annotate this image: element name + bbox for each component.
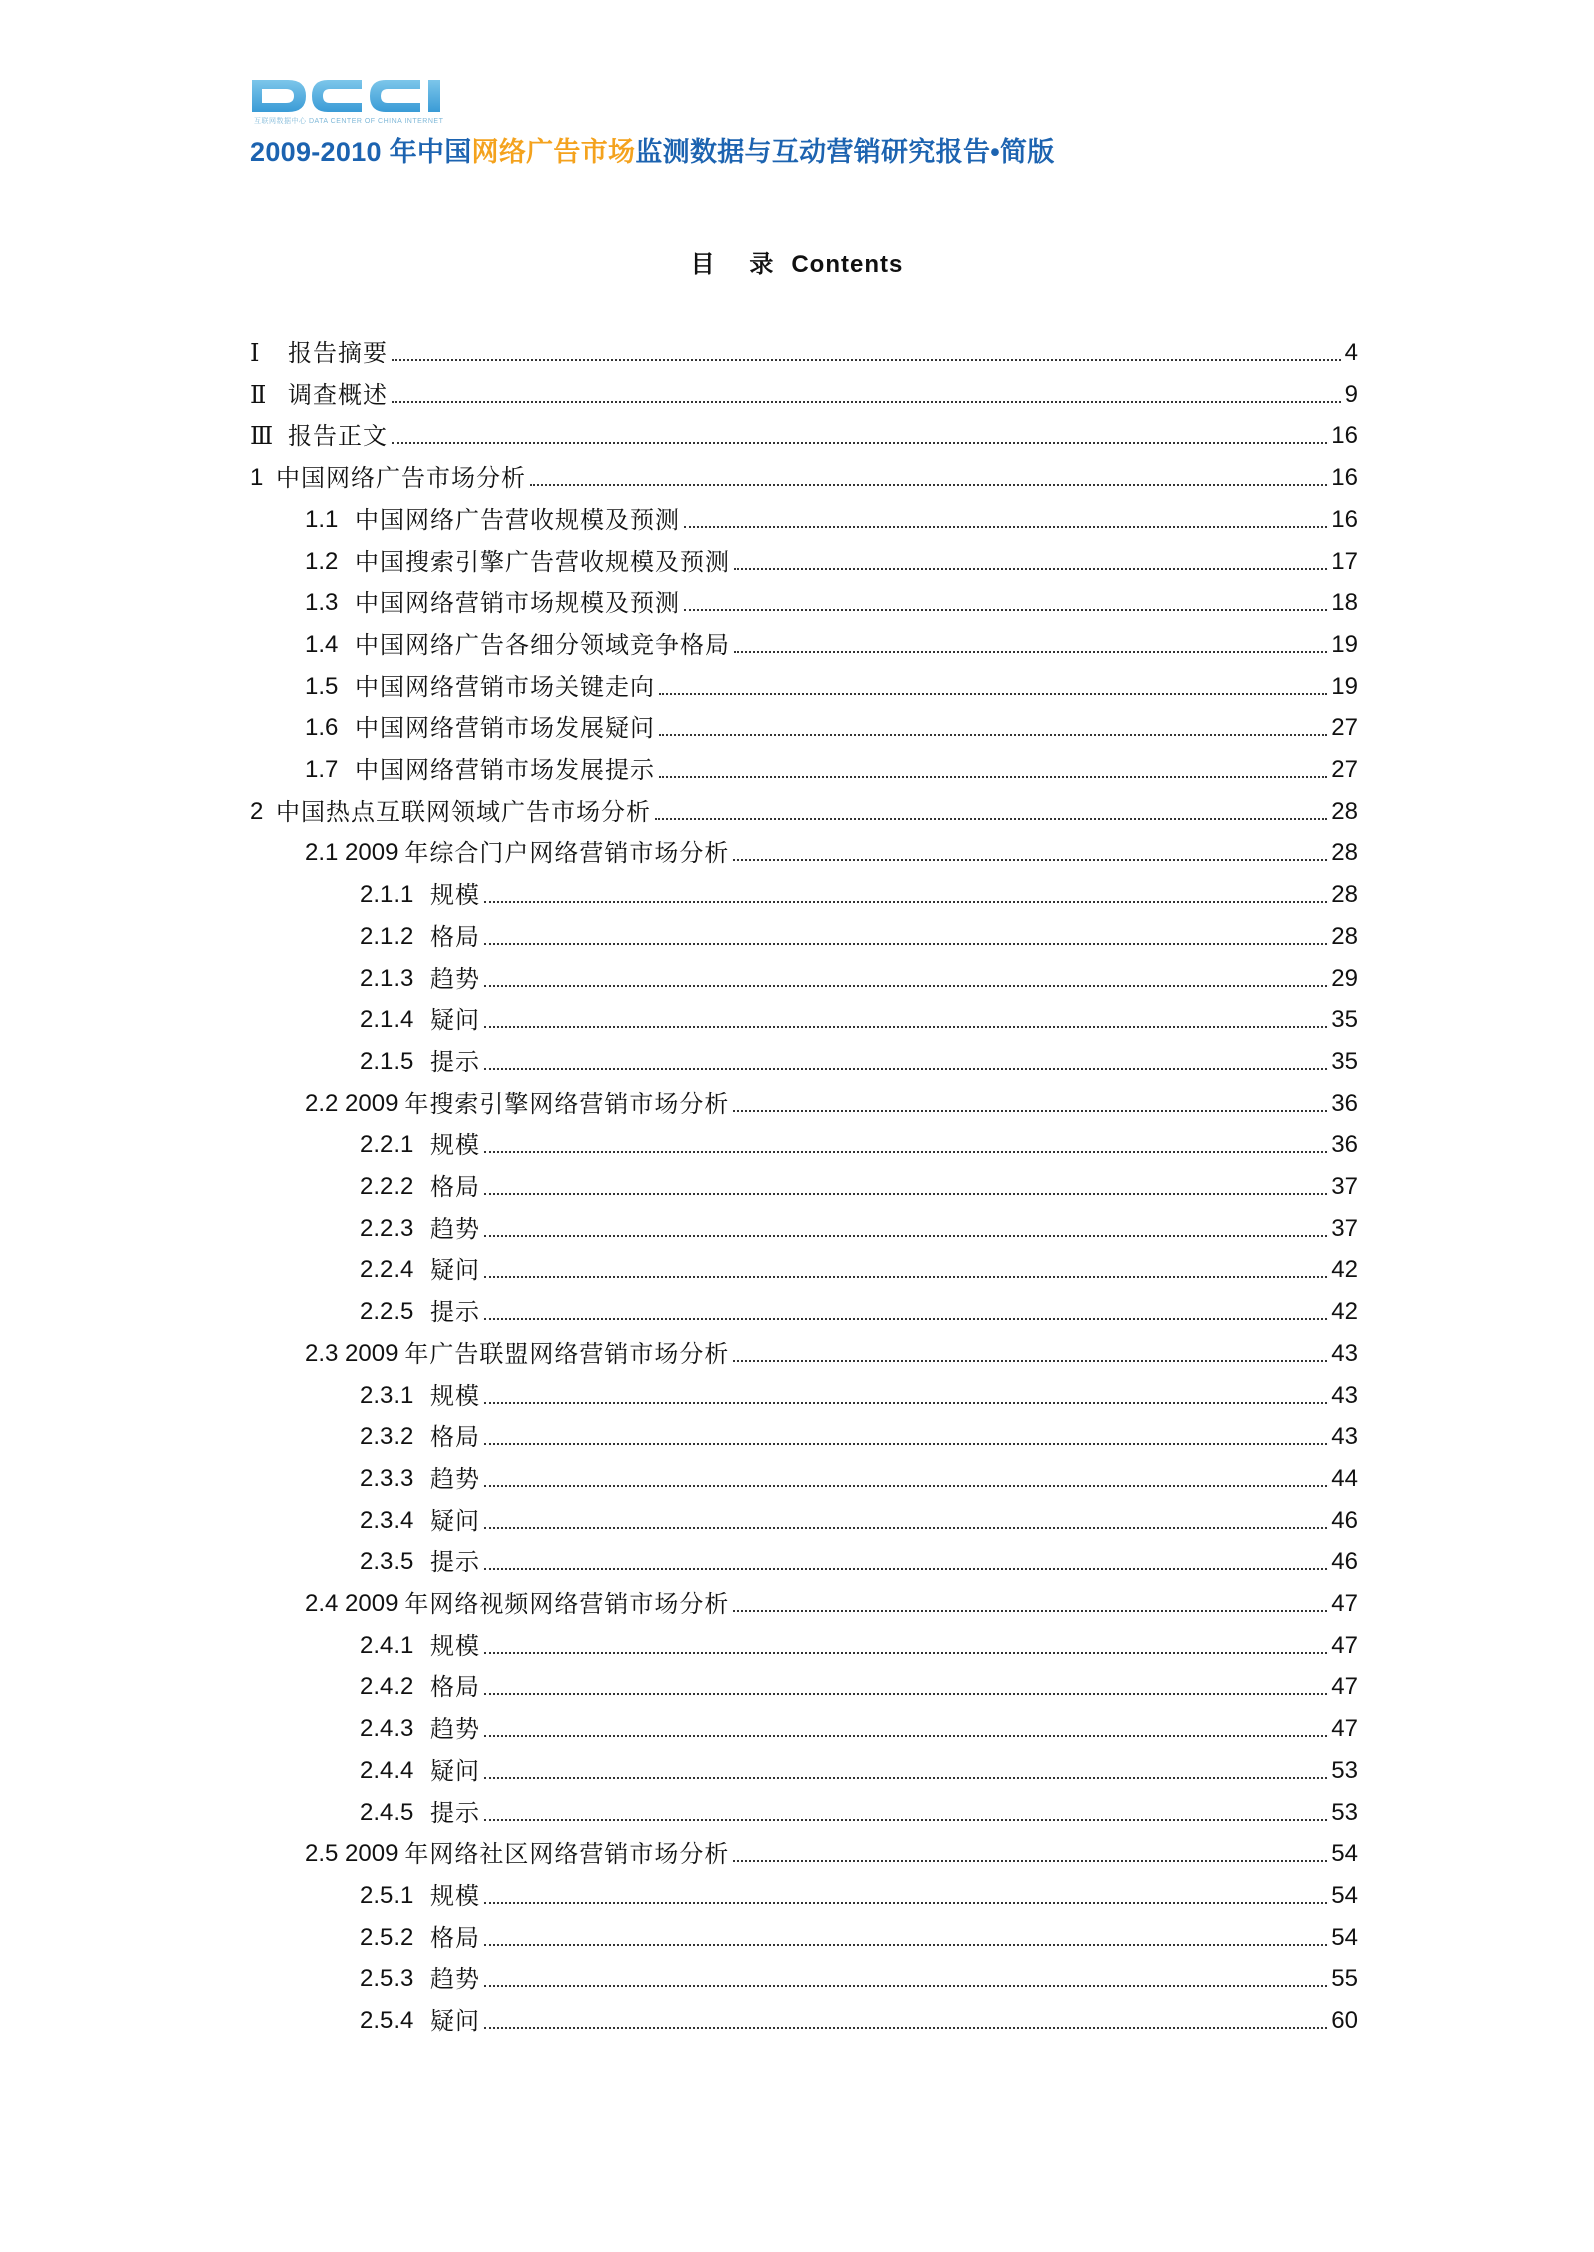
toc-entry-title: 规模 bbox=[430, 1881, 480, 1910]
toc-dot-leader bbox=[733, 1109, 1327, 1112]
toc-entry[interactable] bbox=[360, 1035, 1358, 1077]
toc-entry-number: 1.5 bbox=[305, 672, 339, 700]
toc-entry[interactable] bbox=[360, 910, 1358, 952]
toc-heading-en: Contents bbox=[791, 251, 904, 278]
toc-entry-title: 格局 bbox=[430, 1423, 480, 1452]
toc-dot-leader bbox=[484, 1984, 1327, 1987]
toc-dot-leader bbox=[484, 2026, 1327, 2029]
toc-entry-page: 27 bbox=[1331, 756, 1358, 783]
toc-dot-leader bbox=[484, 1317, 1327, 1320]
toc-dot-leader bbox=[484, 1818, 1327, 1821]
toc-entry-page: 36 bbox=[1331, 1089, 1358, 1117]
toc-entry[interactable] bbox=[360, 1202, 1358, 1244]
report-title bbox=[250, 130, 1055, 169]
toc-dot-leader bbox=[733, 1359, 1327, 1362]
toc-entry[interactable] bbox=[360, 1952, 1358, 1994]
toc-entry-number: 2.1.3 bbox=[360, 964, 414, 992]
toc-entry-title: 年搜索引擎网络营销市场分析 bbox=[404, 1089, 730, 1118]
toc-entry-page: 16 bbox=[1331, 422, 1358, 450]
toc-dot-leader bbox=[484, 1401, 1327, 1404]
toc-entry-title: 报告正文 bbox=[288, 422, 388, 451]
report-title-part2: 网络广告市场 bbox=[471, 137, 636, 167]
toc-entry-number: 2.3.4 bbox=[360, 1506, 414, 1534]
toc-entry-number: 1.1 bbox=[305, 505, 339, 533]
toc-entry-title: 疑问 bbox=[430, 1256, 480, 1285]
toc-entry-title: 趋势 bbox=[430, 1214, 480, 1243]
toc-entry[interactable] bbox=[305, 1827, 1358, 1869]
toc-entry-number: 2.5 2009 bbox=[305, 1840, 399, 1868]
toc-entry[interactable] bbox=[305, 660, 1358, 702]
toc-entry-page: 47 bbox=[1331, 1715, 1358, 1743]
toc-entry-title: 疑问 bbox=[430, 1756, 480, 1785]
toc-entry-number: 2.2 2009 bbox=[305, 1089, 399, 1117]
toc-entry[interactable] bbox=[360, 1660, 1358, 1702]
toc-entry[interactable] bbox=[360, 1452, 1358, 1494]
toc-entry-number: Ⅰ bbox=[250, 339, 260, 367]
toc-dot-leader bbox=[734, 567, 1327, 570]
toc-entry[interactable] bbox=[250, 326, 1358, 368]
toc-entry-page: 28 bbox=[1331, 839, 1358, 867]
toc-entry-number: 1.3 bbox=[305, 589, 339, 617]
toc-entry[interactable] bbox=[305, 743, 1358, 785]
toc-entry-title: 中国网络营销市场关键走向 bbox=[355, 672, 655, 701]
toc-entry-number: 2.4.3 bbox=[360, 1715, 414, 1743]
toc-entry-page: 47 bbox=[1331, 1673, 1358, 1701]
toc-entry-number: 2 bbox=[250, 797, 264, 825]
toc-dot-leader bbox=[684, 608, 1327, 611]
toc-entry-title: 中国网络营销市场发展疑问 bbox=[355, 714, 655, 743]
toc-entry-number: 2.5.3 bbox=[360, 1965, 414, 1993]
toc-entry-title: 趋势 bbox=[430, 1715, 480, 1744]
toc-entry[interactable] bbox=[305, 701, 1358, 743]
toc-entry-number: 2.1.4 bbox=[360, 1006, 414, 1034]
toc-entry[interactable] bbox=[360, 1494, 1358, 1536]
toc-entry[interactable] bbox=[360, 993, 1358, 1035]
toc-entry-title: 中国网络广告营收规模及预测 bbox=[355, 505, 680, 534]
toc-entry-page: 18 bbox=[1331, 589, 1358, 617]
toc-entry[interactable] bbox=[305, 1327, 1358, 1369]
toc-dot-leader bbox=[530, 483, 1327, 486]
toc-entry-number: 2.5.4 bbox=[360, 2007, 414, 2034]
toc-entry-title: 中国网络营销市场规模及预测 bbox=[355, 589, 680, 618]
toc-entry-title: 提示 bbox=[430, 1047, 480, 1076]
toc-entry-title: 中国搜索引擎广告营收规模及预测 bbox=[355, 547, 730, 576]
toc-entry-number: 2.1 2009 bbox=[305, 839, 399, 867]
toc-dot-leader bbox=[484, 1442, 1327, 1445]
toc-dot-leader bbox=[484, 1943, 1327, 1946]
toc-entry-number: 2.3.2 bbox=[360, 1423, 414, 1451]
toc-entry-title: 提示 bbox=[430, 1298, 480, 1327]
toc-entry-number: Ⅱ bbox=[250, 380, 267, 409]
toc-entry-number: 2.5.2 bbox=[360, 1923, 414, 1951]
toc-entry-page: 43 bbox=[1331, 1381, 1358, 1409]
toc-entry[interactable] bbox=[360, 1369, 1358, 1411]
toc-dot-leader bbox=[484, 1484, 1327, 1487]
toc-heading-cn: 目 录 bbox=[690, 251, 788, 278]
toc-entry-title: 趋势 bbox=[430, 964, 480, 993]
toc-entry-number: 2.1.1 bbox=[360, 881, 414, 909]
toc-dot-leader bbox=[484, 1150, 1327, 1153]
toc-entry-number: 1.2 bbox=[305, 547, 339, 575]
toc-entry-page: 28 bbox=[1331, 922, 1358, 950]
toc-entry-page: 54 bbox=[1331, 1923, 1358, 1951]
toc-entry[interactable] bbox=[360, 1786, 1358, 1828]
toc-dot-leader bbox=[484, 1025, 1327, 1028]
toc-entry-page: 16 bbox=[1331, 505, 1358, 533]
toc-entry-page: 44 bbox=[1331, 1464, 1358, 1492]
toc-entry[interactable] bbox=[360, 1243, 1358, 1285]
toc-dot-leader bbox=[392, 400, 1341, 403]
toc-entry-page: 19 bbox=[1331, 630, 1358, 658]
toc-entry-title: 中国网络营销市场发展提示 bbox=[355, 756, 655, 784]
toc-entry[interactable] bbox=[305, 535, 1358, 577]
toc-entry-page: 46 bbox=[1331, 1506, 1358, 1534]
toc-entry-page: 43 bbox=[1331, 1423, 1358, 1451]
toc-entry-page: 35 bbox=[1331, 1006, 1358, 1034]
toc-dot-leader bbox=[392, 441, 1327, 444]
toc-entry-page: 36 bbox=[1331, 1131, 1358, 1159]
toc-entry-title: 格局 bbox=[430, 1173, 480, 1201]
toc-entry-page: 28 bbox=[1331, 797, 1358, 825]
toc-entry[interactable] bbox=[360, 1285, 1358, 1327]
toc-entry-number: 2.4.5 bbox=[360, 1798, 414, 1826]
toc-entry-number: 2.2.4 bbox=[360, 1256, 414, 1284]
toc-dot-leader bbox=[484, 1067, 1327, 1070]
toc-entry-page: 46 bbox=[1331, 1548, 1358, 1576]
toc-entry-page: 37 bbox=[1331, 1214, 1358, 1242]
toc-dot-leader bbox=[733, 1859, 1327, 1862]
toc-entry[interactable] bbox=[360, 1410, 1358, 1452]
toc-entry-title: 中国热点互联网领域广告市场分析 bbox=[276, 797, 651, 826]
toc-entry-title: 年综合门户网络营销市场分析 bbox=[404, 839, 730, 868]
toc-entry-title: 疑问 bbox=[430, 1006, 480, 1035]
toc-entry[interactable] bbox=[360, 1911, 1358, 1953]
toc-entry-page: 37 bbox=[1331, 1173, 1358, 1200]
toc-dot-leader bbox=[484, 942, 1327, 945]
toc-entry[interactable] bbox=[250, 785, 1358, 827]
toc-entry-title: 疑问 bbox=[430, 1506, 480, 1535]
toc-entry-page: 4 bbox=[1344, 339, 1358, 366]
toc-entry[interactable] bbox=[360, 1160, 1358, 1202]
toc-entry-title: 疑问 bbox=[430, 2007, 480, 2035]
toc-entry-title: 规模 bbox=[430, 1381, 480, 1410]
toc-entry-page: 55 bbox=[1331, 1965, 1358, 1993]
toc-entry-title: 中国网络广告市场分析 bbox=[276, 464, 526, 493]
toc-entry-number: 2.3.1 bbox=[360, 1381, 414, 1409]
toc-dot-leader bbox=[659, 733, 1327, 736]
toc-entry-number: Ⅲ bbox=[250, 422, 274, 451]
toc-entry-number: 1.4 bbox=[305, 630, 339, 658]
toc-entry-number: 2.1.2 bbox=[360, 922, 414, 950]
toc-dot-leader bbox=[484, 1567, 1327, 1570]
toc-entry-title: 年网络视频网络营销市场分析 bbox=[404, 1590, 730, 1618]
toc-dot-leader bbox=[733, 858, 1327, 861]
toc-dot-leader bbox=[484, 1526, 1327, 1529]
toc-entry-title: 趋势 bbox=[430, 1464, 480, 1493]
toc-entry-number: 2.1.5 bbox=[360, 1047, 414, 1075]
toc-entry[interactable] bbox=[305, 826, 1358, 868]
toc-dot-leader bbox=[484, 1776, 1327, 1779]
toc-entry-title: 报告摘要 bbox=[288, 339, 388, 367]
toc-entry[interactable] bbox=[305, 493, 1358, 535]
toc-entry-page: 42 bbox=[1331, 1256, 1358, 1284]
toc-entry-page: 53 bbox=[1331, 1756, 1358, 1784]
toc-entry-page: 47 bbox=[1331, 1590, 1358, 1617]
toc-entry-number: 2.4.2 bbox=[360, 1673, 414, 1701]
toc-dot-leader bbox=[484, 1692, 1327, 1695]
toc-entry[interactable] bbox=[360, 1118, 1358, 1160]
toc-dot-leader bbox=[484, 900, 1327, 903]
toc-dot-leader bbox=[484, 1275, 1327, 1278]
toc-dot-leader bbox=[484, 984, 1327, 987]
toc-entry-number: 2.4.4 bbox=[360, 1756, 414, 1784]
toc-entry-page: 9 bbox=[1344, 380, 1358, 408]
toc-entry-title: 提示 bbox=[430, 1548, 480, 1577]
toc-entry-title: 调查概述 bbox=[288, 380, 388, 409]
toc-entry[interactable] bbox=[360, 868, 1358, 910]
toc-entry-number: 2.2.5 bbox=[360, 1298, 414, 1326]
toc-entry-title: 格局 bbox=[430, 1673, 480, 1702]
toc-entry-number: 2.3.5 bbox=[360, 1548, 414, 1576]
toc-entry-page: 54 bbox=[1331, 1840, 1358, 1868]
toc-entry-title: 年广告联盟网络营销市场分析 bbox=[404, 1339, 730, 1368]
toc-entry[interactable] bbox=[360, 1744, 1358, 1786]
toc-entry-page: 60 bbox=[1331, 2007, 1358, 2034]
toc-entry-number: 1 bbox=[250, 464, 264, 492]
toc-entry[interactable] bbox=[305, 1077, 1358, 1119]
toc-entry-number: 2.3 2009 bbox=[305, 1339, 399, 1367]
report-title-part3: 监测数据与互动营销研究报告•简版 bbox=[635, 137, 1055, 167]
toc-entry[interactable] bbox=[250, 451, 1358, 493]
toc-entry-page: 35 bbox=[1331, 1047, 1358, 1075]
toc-entry-title: 格局 bbox=[430, 1923, 480, 1952]
toc-entry-page: 16 bbox=[1331, 464, 1358, 492]
toc-entry-title: 格局 bbox=[430, 922, 480, 951]
toc-entry-number: 2.4 2009 bbox=[305, 1590, 399, 1617]
toc-heading bbox=[0, 244, 1594, 279]
toc-entry[interactable] bbox=[360, 1994, 1358, 2036]
toc-entry[interactable] bbox=[305, 618, 1358, 660]
toc-entry-title: 规模 bbox=[430, 881, 480, 910]
report-header bbox=[250, 70, 1250, 170]
toc-dot-leader bbox=[684, 525, 1327, 528]
toc-dot-leader bbox=[659, 692, 1327, 695]
toc-dot-leader bbox=[484, 1234, 1327, 1237]
toc-dot-leader bbox=[659, 775, 1327, 778]
toc-dot-leader bbox=[733, 1609, 1327, 1612]
toc-entry[interactable] bbox=[360, 1869, 1358, 1911]
toc-dot-leader bbox=[734, 650, 1327, 653]
toc-entry-page: 42 bbox=[1331, 1298, 1358, 1326]
toc-entry-number: 1.6 bbox=[305, 714, 339, 742]
toc-entry-title: 中国网络广告各细分领域竞争格局 bbox=[355, 630, 730, 659]
toc-entry-title: 提示 bbox=[430, 1798, 480, 1827]
toc-entry-title: 年网络社区网络营销市场分析 bbox=[404, 1840, 730, 1869]
toc-entry-number: 2.2.3 bbox=[360, 1214, 414, 1242]
toc-entry-page: 54 bbox=[1331, 1881, 1358, 1909]
toc-entry-number: 2.2.1 bbox=[360, 1131, 414, 1159]
toc-dot-leader bbox=[392, 358, 1341, 361]
toc-entry[interactable] bbox=[360, 1535, 1358, 1577]
toc-entry[interactable] bbox=[250, 368, 1358, 410]
toc-entry-number: 2.5.1 bbox=[360, 1881, 414, 1909]
toc-dot-leader bbox=[484, 1651, 1327, 1654]
toc-entry-page: 29 bbox=[1331, 964, 1358, 992]
dcci-logo bbox=[250, 74, 474, 118]
toc-entry-page: 19 bbox=[1331, 672, 1358, 700]
toc-entry[interactable] bbox=[250, 409, 1358, 451]
toc-dot-leader bbox=[484, 1901, 1327, 1904]
toc-entry[interactable] bbox=[360, 1619, 1358, 1661]
report-title-part1: 2009-2010 年中国 bbox=[250, 137, 472, 167]
toc-entry-page: 27 bbox=[1331, 714, 1358, 742]
toc-entry-page: 47 bbox=[1331, 1631, 1358, 1659]
toc-entry-title: 规模 bbox=[430, 1631, 480, 1660]
toc-dot-leader bbox=[655, 817, 1327, 820]
toc-entry-number: 2.4.1 bbox=[360, 1631, 414, 1659]
toc-entry[interactable] bbox=[360, 952, 1358, 994]
toc-entry-number: 2.3.3 bbox=[360, 1464, 414, 1492]
toc-entry-page: 43 bbox=[1331, 1339, 1358, 1367]
toc-dot-leader bbox=[484, 1734, 1327, 1737]
toc-entry[interactable] bbox=[305, 576, 1358, 618]
toc-entry-page: 17 bbox=[1331, 547, 1358, 575]
toc-entry-title: 趋势 bbox=[430, 1965, 480, 1994]
toc-entry-page: 53 bbox=[1331, 1798, 1358, 1826]
toc-entry-number: 1.7 bbox=[305, 756, 339, 783]
toc-entry[interactable] bbox=[305, 1577, 1358, 1619]
toc-entry[interactable] bbox=[360, 1702, 1358, 1744]
logo-tagline: 互联网数据中心 DATA CENTER OF CHINA INTERNET bbox=[254, 118, 444, 125]
toc-dot-leader bbox=[484, 1192, 1327, 1195]
toc-entry-number: 2.2.2 bbox=[360, 1173, 414, 1200]
toc-entry-page: 28 bbox=[1331, 881, 1358, 909]
toc-entry-title: 规模 bbox=[430, 1131, 480, 1160]
